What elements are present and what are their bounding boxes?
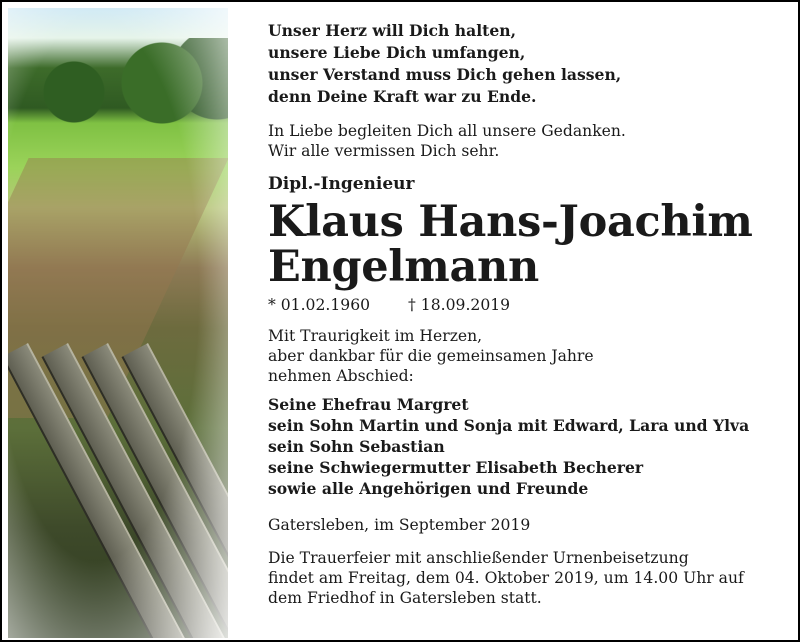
life-dates: [268, 295, 788, 315]
family-line: seine Schwiegermutter Elisabeth Becherer: [268, 458, 644, 477]
funeral-line: dem Friedhof in Gatersleben statt.: [268, 589, 542, 607]
photo-vignette: [8, 8, 228, 638]
poem-line: unser Verstand muss Dich gehen lassen,: [268, 65, 622, 84]
funeral-line: Die Trauerfeier mit anschließender Urnenbeisetzung: [268, 549, 689, 567]
birth-date: * 01.02.1960: [268, 296, 371, 314]
family-line: sein Sohn Sebastian: [268, 437, 445, 456]
thoughts-line: In Liebe begleiten Dich all unsere Gedanken.: [268, 122, 626, 140]
poem-line: unsere Liebe Dich umfangen,: [268, 43, 526, 62]
thoughts: [268, 121, 788, 161]
place-date: Gatersleben, im September 2019: [268, 516, 531, 534]
funeral-line: findet am Freitag, dem 04. Oktober 2019, um 14.00 Uhr auf: [268, 569, 744, 587]
academic-title: Dipl.-Ingenieur: [268, 174, 415, 194]
family-line: Seine Ehefrau Margret: [268, 395, 469, 414]
intro-line: Mit Traurigkeit im Herzen,: [268, 327, 483, 345]
deceased-name-line2: Engelmann: [268, 242, 539, 292]
obituary-text: [268, 20, 788, 608]
family-line: sowie alle Angehörigen und Freunde: [268, 479, 589, 498]
deceased-name-line1: Klaus Hans-Joachim: [268, 197, 753, 247]
thoughts-line: Wir alle vermissen Dich sehr.: [268, 142, 500, 160]
obituary-card: [2, 2, 798, 640]
poem-line: Unser Herz will Dich halten,: [268, 21, 517, 40]
family-line: sein Sohn Martin und Sonja mit Edward, Lara und Ylva: [268, 416, 750, 435]
funeral-info: [268, 548, 788, 608]
poem: [268, 20, 788, 108]
poem-line: denn Deine Kraft war zu Ende.: [268, 87, 537, 106]
intro-line: aber dankbar für die gemeinsamen Jahre: [268, 347, 594, 365]
family-list: [268, 394, 788, 499]
park-bench-photo: [8, 8, 228, 638]
death-date: † 18.09.2019: [408, 296, 511, 314]
intro: [268, 326, 788, 386]
intro-line: nehmen Abschied:: [268, 367, 414, 385]
